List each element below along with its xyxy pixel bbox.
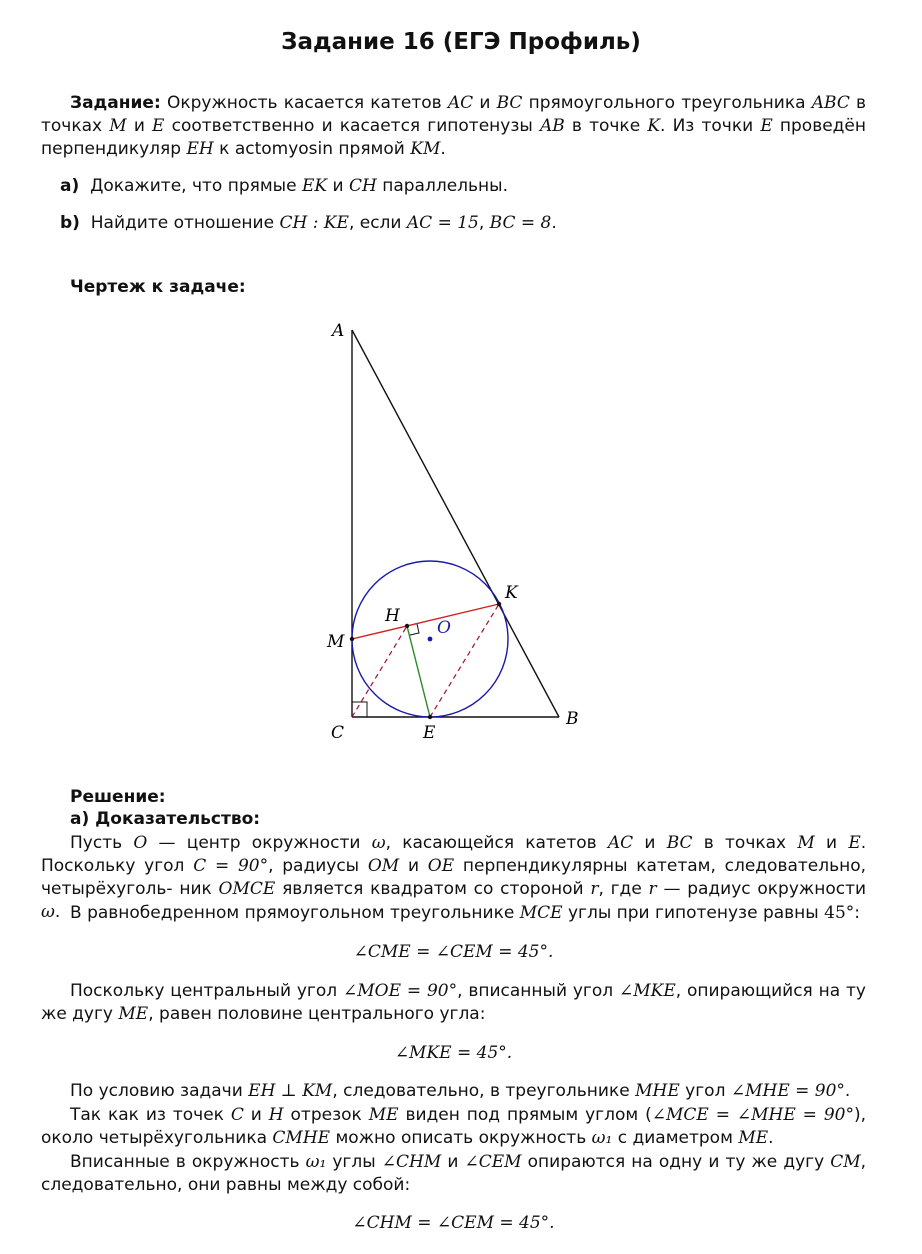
text: . Из точки xyxy=(660,116,754,136)
math: ME xyxy=(368,1105,399,1125)
text: . xyxy=(551,213,557,233)
math: AC = 15 xyxy=(406,213,479,233)
text: и xyxy=(133,116,145,136)
math: ∠CHM xyxy=(381,1152,442,1172)
solution-paragraph-2 xyxy=(41,902,866,925)
text: перпендикулярны катетам, следовательно, четырёхуголь- xyxy=(41,856,867,899)
solution-heading: Решение: xyxy=(70,787,166,807)
text: Найдите отношение xyxy=(90,213,275,233)
math: M xyxy=(797,833,815,853)
math: C xyxy=(230,1105,244,1125)
text: Так как из точек xyxy=(70,1105,224,1125)
text: , опирающийся на xyxy=(675,981,841,1001)
math: KM xyxy=(410,139,441,159)
text: ник xyxy=(179,879,212,899)
math: CM xyxy=(830,1152,861,1172)
math: O xyxy=(133,833,148,853)
text: . xyxy=(844,1081,851,1101)
proof-heading: а) Доказательство: xyxy=(70,809,261,829)
text: около четырёхугольника xyxy=(41,1128,268,1148)
text: — радиус окружности xyxy=(663,879,867,899)
text: и xyxy=(479,93,491,113)
text: виден под прямым углом ( xyxy=(405,1105,652,1125)
label-k: K xyxy=(505,583,518,603)
point-h xyxy=(405,624,409,628)
math: K xyxy=(647,116,661,136)
text: ту же дугу xyxy=(41,981,866,1024)
dashed-ch xyxy=(352,626,407,717)
math: OE xyxy=(427,856,455,876)
text: следовательно, они равны между собой: xyxy=(41,1175,411,1195)
text: прямоугольного треугольника xyxy=(528,93,806,113)
math: CH xyxy=(348,176,377,196)
text: является квадратом со стороной xyxy=(282,879,584,899)
label-b: B xyxy=(566,709,579,729)
math: MHE xyxy=(635,1081,680,1101)
text: . xyxy=(54,902,61,922)
math: EH xyxy=(186,139,214,159)
text: с диаметром xyxy=(617,1128,733,1148)
text: Пусть xyxy=(70,833,123,853)
text: : xyxy=(854,903,860,923)
part-a-marker: а) xyxy=(60,176,80,196)
text: параллельны. xyxy=(382,176,508,196)
text: , равен половине центрального угла: xyxy=(148,1004,486,1024)
math: ω₁ xyxy=(305,1152,327,1172)
solution-paragraph-5 xyxy=(41,1104,866,1150)
text: в точках xyxy=(41,93,867,136)
center-o xyxy=(428,637,433,642)
hypotenuse-ab xyxy=(352,330,559,717)
text: и xyxy=(644,833,656,853)
line-mk xyxy=(352,604,499,639)
text: — центр окружности xyxy=(158,833,361,853)
text: , радиусы xyxy=(268,856,360,876)
text: в точках xyxy=(703,833,787,853)
math: E xyxy=(152,116,165,136)
math: AC xyxy=(447,93,474,113)
text: В равнобедренном прямоугольном треугольнике xyxy=(70,903,515,923)
text: угол xyxy=(685,1081,726,1101)
text: и xyxy=(407,856,420,876)
math: ω xyxy=(41,902,55,922)
math: ABC xyxy=(811,93,850,113)
math: EK xyxy=(301,176,328,196)
math: ∠MOE = 90° xyxy=(342,981,458,1001)
text: и xyxy=(447,1152,459,1172)
math: ∠CEM xyxy=(464,1152,522,1172)
math: AB xyxy=(539,116,565,136)
text: , если xyxy=(348,213,402,233)
math: OMCE xyxy=(218,879,276,899)
math: M xyxy=(109,116,127,136)
right-angle-mark-h xyxy=(410,624,419,635)
text: , xyxy=(478,213,485,233)
text: и xyxy=(332,176,344,196)
text: Поскольку центральный угол xyxy=(70,981,338,1001)
text: ), xyxy=(853,1105,867,1125)
label-a: A xyxy=(332,321,345,341)
math: AC xyxy=(607,833,634,853)
math: EH ⊥ KM xyxy=(248,1081,333,1101)
text: . xyxy=(768,1128,774,1148)
math: OM xyxy=(367,856,400,876)
page-title: Задание 16 (ЕГЭ Профиль) xyxy=(281,29,641,55)
text: Докажите, что прямые xyxy=(90,176,297,196)
solution-paragraph-3 xyxy=(41,980,866,1026)
math: BC xyxy=(666,833,693,853)
label-m: M xyxy=(327,632,345,652)
math: MCE xyxy=(519,903,563,923)
math: ME xyxy=(738,1128,769,1148)
solution-paragraph-4 xyxy=(41,1080,866,1103)
math: ∠MHE = 90° xyxy=(730,1081,845,1101)
equation-1: ∠CME = ∠CEM = 45°. xyxy=(353,942,554,962)
text: и xyxy=(250,1105,262,1125)
label-h: H xyxy=(385,606,400,626)
label-e: E xyxy=(423,723,436,743)
text: , где xyxy=(598,879,642,899)
math: 45° xyxy=(824,903,855,923)
math: CH : KE xyxy=(279,213,349,233)
task-label: Задание: xyxy=(70,93,161,113)
math: ω xyxy=(371,833,386,853)
equation-2: ∠MKE = 45°. xyxy=(394,1043,513,1063)
text: . xyxy=(440,139,446,159)
text: Окружность касается катетов xyxy=(166,93,442,113)
text: можно описать окружность xyxy=(335,1128,587,1148)
text: проведён перпендикуляр xyxy=(41,116,867,159)
math: E xyxy=(760,116,773,136)
math: E xyxy=(848,833,861,853)
math: C = 90° xyxy=(193,856,269,876)
line-eh xyxy=(407,626,430,717)
text: опираются на одну и ту же дугу xyxy=(527,1152,825,1172)
point-k xyxy=(497,602,501,606)
figure-heading: Чертеж к задаче: xyxy=(70,277,246,297)
point-m xyxy=(350,637,354,641)
math: ∠MKE xyxy=(618,981,676,1001)
math: H xyxy=(268,1105,284,1125)
math: ME xyxy=(118,1004,149,1024)
text: к actomyosin прямой xyxy=(219,139,405,159)
math: r xyxy=(648,879,657,899)
math: BC = 8 xyxy=(489,213,552,233)
part-b-marker: b) xyxy=(60,213,80,233)
right-angle-mark-c xyxy=(352,702,367,717)
math: ω₁ xyxy=(591,1128,613,1148)
text: углы xyxy=(332,1152,376,1172)
text: отрезок xyxy=(290,1105,362,1125)
text: углы при гипотенузе равны xyxy=(567,903,819,923)
text: , вписанный угол xyxy=(457,981,614,1001)
math: r xyxy=(590,879,599,899)
point-e xyxy=(428,715,432,719)
label-c: C xyxy=(331,723,345,743)
text: По условию задачи xyxy=(70,1081,243,1101)
text: и xyxy=(826,833,838,853)
solution-paragraph-6 xyxy=(41,1151,866,1197)
math: ∠MCE = ∠MHE = 90° xyxy=(651,1105,854,1125)
math: CMHE xyxy=(272,1128,331,1148)
text: в точке xyxy=(571,116,641,136)
text: , касающейся катетов xyxy=(385,833,597,853)
text: , xyxy=(860,1152,867,1172)
text: Вписанные в окружность xyxy=(70,1152,300,1172)
label-o: O xyxy=(437,618,451,638)
equation-3: ∠CHM = ∠CEM = 45°. xyxy=(352,1213,555,1233)
math: BC xyxy=(496,93,523,113)
text: соответственно и касается гипотенузы xyxy=(171,116,533,136)
text: , следовательно, в треугольнике xyxy=(332,1081,630,1101)
text: . Поскольку угол xyxy=(41,833,867,876)
